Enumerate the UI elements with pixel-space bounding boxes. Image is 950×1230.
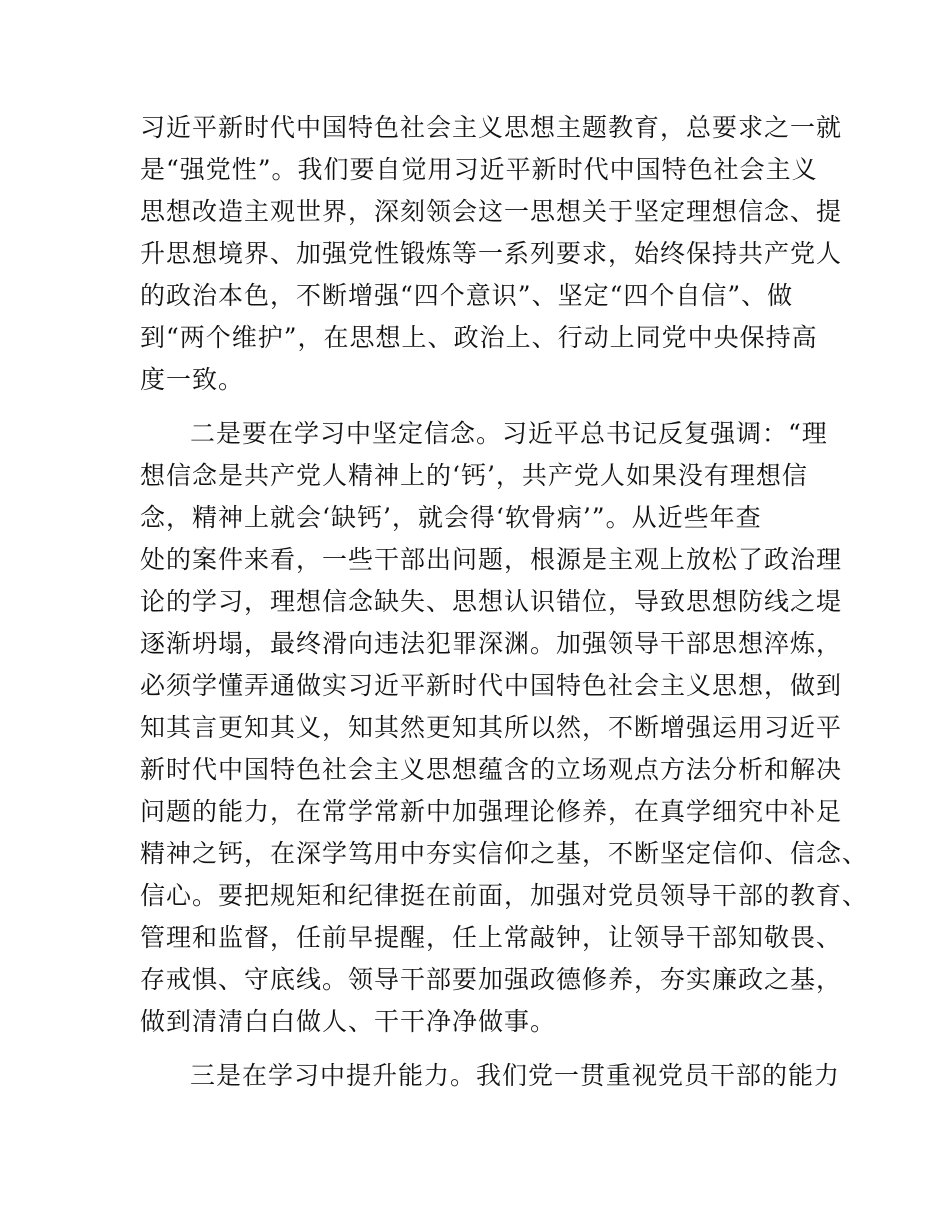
paragraph-line: 问题的能力，在常学常新中加强理论修养，在真学细究中补足 — [140, 797, 843, 826]
paragraph-line: 处的案件来看，一些干部出问题，根源是主观上放松了政治理 — [140, 545, 843, 574]
paragraph-line: 新时代中国特色社会主义思想蕴含的立场观点方法分析和解决 — [140, 755, 843, 784]
paragraph-line: 必须学懂弄通做实习近平新时代中国特色社会主义思想，做到 — [140, 671, 843, 700]
paragraph-line: 度一致。 — [140, 365, 245, 394]
paragraph-line: 到“两个维护”，在思想上、政治上、行动上同党中央保持高 — [140, 323, 818, 352]
paragraph-line: 存戒惧、守底线。领导干部要加强政德修养，夯实廉政之基， — [140, 965, 843, 994]
paragraph-line: 的政治本色，不断增强“四个意识”、坚定“四个自信”、做 — [140, 281, 794, 310]
paragraph-line: 逐渐坍塌，最终滑向违法犯罪深渊。加强领导干部思想淬炼， — [140, 629, 843, 658]
paragraph-line: 论的学习，理想信念缺失、思想认识错位，导致思想防线之堤 — [140, 587, 843, 616]
paragraph-line: 思想改造主观世界，深刻领会这一思想关于坚定理想信念、提 — [140, 197, 843, 226]
paragraph-line: 是“强党性”。我们要自觉用习近平新时代中国特色社会主义 — [140, 155, 818, 184]
paragraph-line: 信心。要把规矩和纪律挺在前面，加强对党员领导干部的教育、 — [140, 881, 869, 910]
paragraph-line: 做到清清白白做人、干干净净做事。 — [140, 1007, 557, 1036]
paragraph-gap — [140, 401, 830, 413]
paragraph-3 — [140, 1055, 841, 1097]
paragraph-line: 三是在学习中提升能力。我们党一贯重视党员干部的能力 — [190, 1061, 841, 1090]
paragraph-1 — [140, 107, 843, 401]
paragraph-line: 二是要在学习中坚定信念。习近平总书记反复强调：“理 — [190, 419, 828, 448]
paragraph-2 — [140, 413, 869, 1043]
paragraph-line: 精神之钙，在深学笃用中夯实信仰之基，不断坚定信仰、信念、 — [140, 839, 869, 868]
document-body — [140, 107, 869, 1097]
paragraph-gap — [140, 1043, 830, 1055]
paragraph-line: 知其言更知其义，知其然更知其所以然，不断增强运用习近平 — [140, 713, 843, 742]
paragraph-line: 习近平新时代中国特色社会主义思想主题教育，总要求之一就 — [140, 113, 843, 142]
paragraph-line: 念，精神上就会‘缺钙’，就会得‘软骨病’”。从近些年查 — [140, 503, 762, 532]
paragraph-line: 想信念是共产党人精神上的‘钙’，共产党人如果没有理想信 — [140, 461, 808, 490]
paragraph-line: 管理和监督，任前早提醒，任上常敲钟，让领导干部知敬畏、 — [140, 923, 843, 952]
paragraph-line: 升思想境界、加强党性锻炼等一系列要求，始终保持共产党人 — [140, 239, 843, 268]
